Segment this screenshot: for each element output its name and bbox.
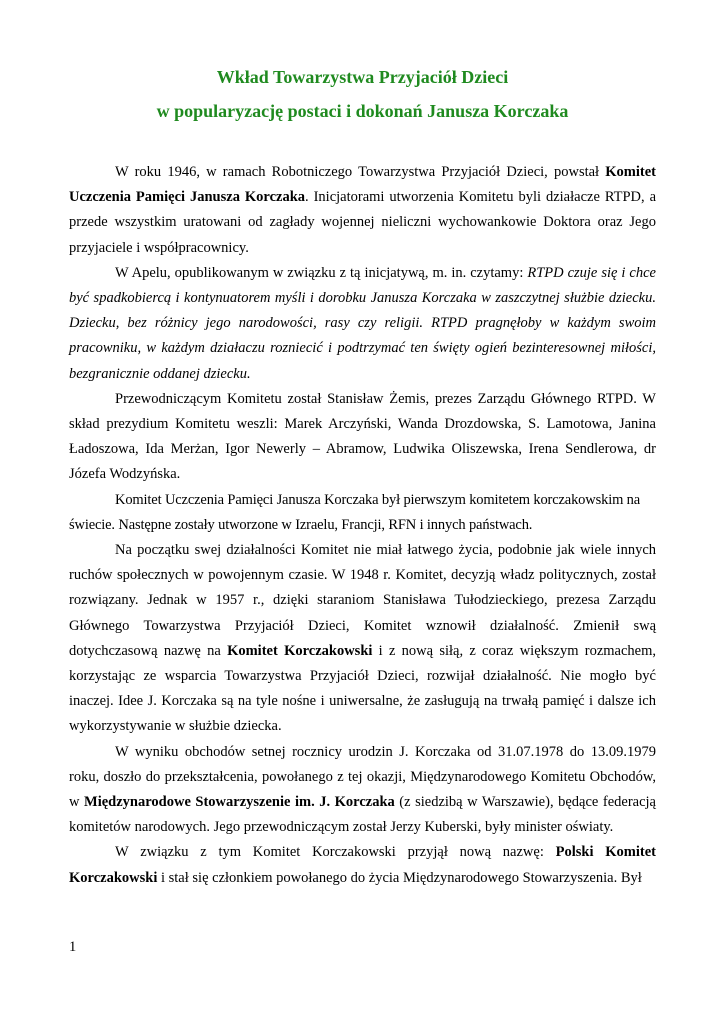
document-body bbox=[69, 160, 656, 891]
page-number: 1 bbox=[69, 939, 77, 955]
paragraph-7: W związku z tym Komitet Korczakowski przyjął nową nazwę: Polski Komitet Korczakowski i stał się członkiem powołanego do życia Międzynarodowego Stowarzyszenia. Był bbox=[69, 844, 656, 886]
title-line-1: Wkład Towarzystwa Przyjaciół Dzieci bbox=[216, 67, 509, 87]
paragraph-6: W wyniku obchodów setnej rocznicy urodzin J. Korczaka od 31.07.1978 do 13.09.1979 roku, doszło do przekształcenia, powołanego z tej okazji, Międzynarodowego Komitetu Obchodów, w Międzynarodowe Stowarzyszenie im. J. Korczaka (z siedzibą w Warszawie), będące federacją komitetów narodowych. Jego przewodniczącym został Jerzy Kuberski, były minister oświaty. bbox=[69, 743, 656, 836]
paragraph-5: Na początku swej działalności Komitet nie miał łatwego życia, podobnie jak wiele innych ruchów społecznych w powojennym czasie. W 1948 r. Komitet, decyzją władz politycznych, został rozwiązany. Jednak w 1957 r., dzięki staraniom Stanisława Tułodzieckiego, prezesa Zarządu Głównego Towarzystwa Przyjaciół Dzieci, Komitet wznowił działalność. Zmienił swą dotychczasową nazwę na Komitet Korczakowski i z nową siłą, z coraz większym rozmachem, korzystając ze wsparcia Towarzystwa Przyjaciół Dzieci, rozwijał działalność. Nie mogło być inaczej. Idee J. Korczaka są na tyle nośne i uniwersalne, że zasługują na trwałą pamięć i dalsze ich wykorzystywanie w służbie dziecka. bbox=[69, 542, 656, 735]
paragraph-2: W Apelu, opublikowanym w związku z tą inicjatywą, m. in. czytamy: RTPD czuje się i chce być spadkobiercą i kontynuatorem myśli i dorobku Janusza Korczaka w zaszczytnej służbie dziecku. Dziecku, bez różnicy jego narodowości, rasy czy religii. RTPD pragnęłoby w każdym swoim pracowniku, w każdym działaczu rozniecić i podtrzymać ten święty ogień bezinteresownej miłości, bezgranicznie oddanej dziecku. bbox=[69, 264, 656, 382]
paragraph-1: W roku 1946, w ramach Robotniczego Towarzystwa Przyjaciół Dzieci, powstał Komitet Uczczenia Pamięci Janusza Korczaka. Inicjatorami utworzenia Komitetu byli działacze RTPD, a przede wszystkim uratowani od zagłady wojennej nieliczni wychowankowie Doktora oraz Jego przyjaciele i współpracownicy. bbox=[69, 164, 657, 256]
paragraph-3: Przewodniczącym Komitetu został Stanisław Żemis, prezes Zarządu Głównego RTPD. W skład prezydium Komitetu weszli: Marek Arczyński, Wanda Drozdowska, S. Lamotowa, Janina Ładoszowa, Ida Merżan, Igor Newerly – Abramow, Ludwika Oliszewska, Irena Sendlerowa, dr Józefa Wodzyńska. bbox=[69, 390, 656, 483]
paragraph-4: Komitet Uczczenia Pamięci Janusza Korczaka był pierwszym komitetem korczakowskim na świecie. Następne zostały utworzone w Izraelu, Francji, RFN i innych państwach. bbox=[69, 491, 641, 533]
title-line-2: w popularyzację postaci i dokonań Janusza Korczaka bbox=[156, 101, 569, 121]
